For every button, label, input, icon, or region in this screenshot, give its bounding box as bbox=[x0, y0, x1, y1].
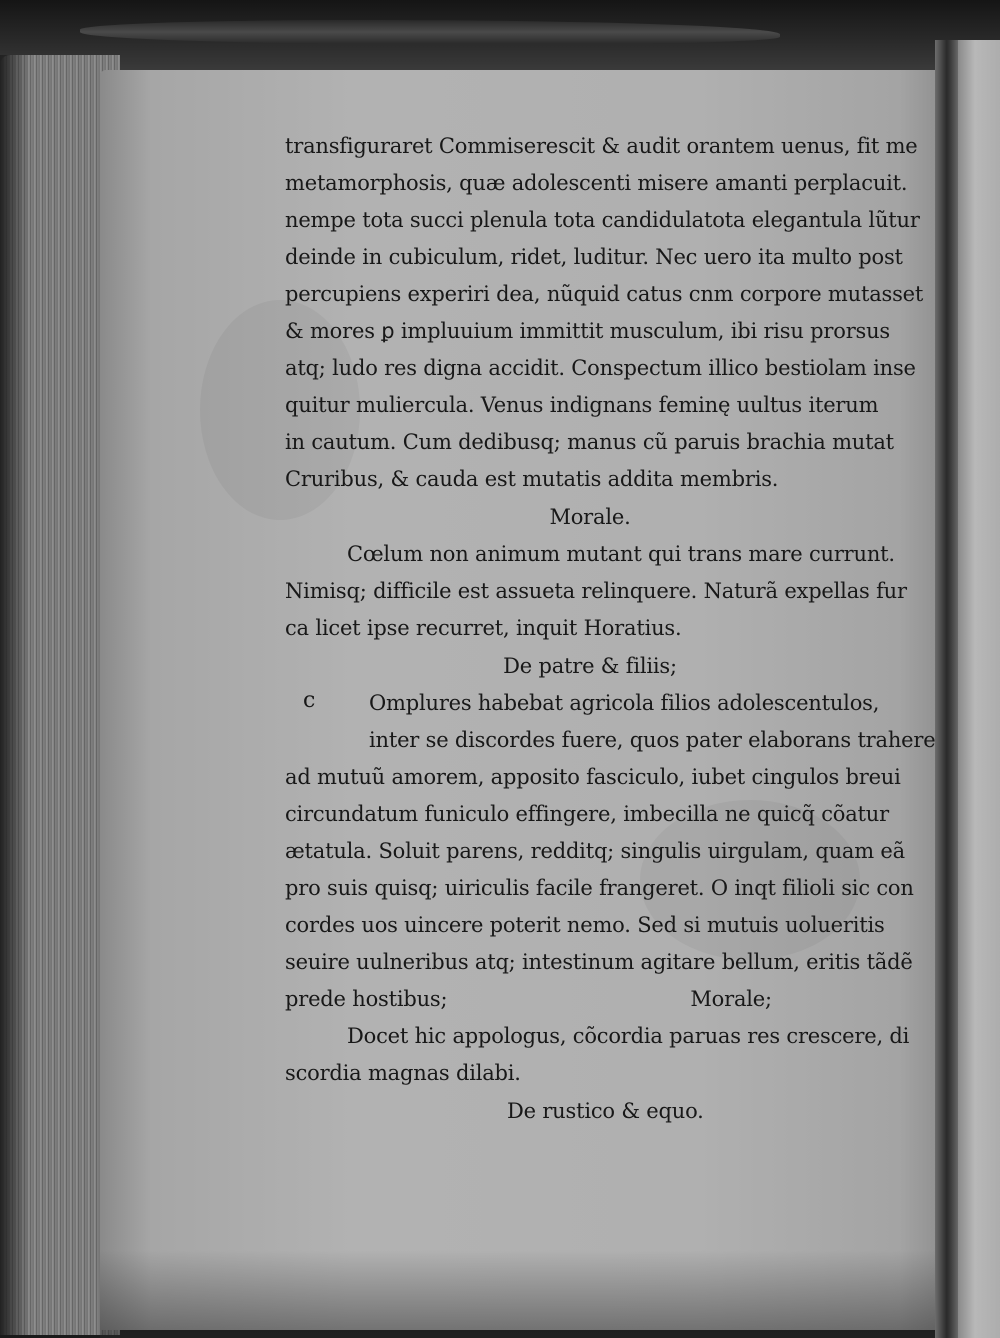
initial-letter: c bbox=[303, 688, 316, 713]
text-line: seuire uulneribus atq; intestinum agitare bellum, eritis tãdẽ bbox=[285, 950, 913, 974]
text-line: metamorphosis, quæ adolescenti misere amanti perplacuit. bbox=[285, 171, 908, 195]
text-line: nempe tota succi plenula tota candidulatota elegantula lũtur bbox=[285, 208, 920, 232]
section-heading-morale: Morale. bbox=[549, 505, 631, 529]
text-line: prede hostibus; bbox=[285, 987, 448, 1011]
text-line: Nimisq; difficile est assueta relinquere. Naturã expellas fur bbox=[285, 579, 907, 603]
text-line: ad mutuũ amorem, apposito fasciculo, iubet cingulos breui bbox=[285, 765, 901, 789]
text-line: Cœlum non animum mutant qui trans mare currunt. bbox=[347, 542, 895, 566]
text-line: Cruribus, & cauda est mutatis addita membris. bbox=[285, 467, 779, 491]
text-line: ætatula. Soluit parens, redditq; singulis uirgulam, quam eã bbox=[285, 839, 905, 863]
page-stack-shadow bbox=[0, 55, 30, 1335]
text-line: pro suis quisq; uiriculis facile frangeret. O inqt filioli sic con bbox=[285, 876, 914, 900]
text-line: circundatum funiculo effingere, imbecilla ne quicq̃ cõatur bbox=[285, 802, 889, 826]
section-heading-de-patre: De patre & filiis; bbox=[503, 654, 677, 678]
text-line: & mores ꝑ impluuium immittit musculum, ibi risu prorsus bbox=[285, 319, 891, 343]
text-line: atq; ludo res digna accidit. Conspectum illico bestiolam inse bbox=[285, 356, 916, 380]
text-line: in cautum. Cum dedibusq; manus cũ paruis brachia mutat bbox=[285, 430, 894, 454]
text-line: quitur muliercula. Venus indignans feminę uultus iterum bbox=[285, 393, 879, 417]
section-heading-morale-inline: Morale; bbox=[690, 987, 772, 1011]
text-line: ca licet ipse recurret, inquit Horatius. bbox=[285, 616, 682, 640]
text-line-with-heading bbox=[285, 981, 895, 1018]
text-line: percupiens experiri dea, nũquid catus cnm corpore mutasset bbox=[285, 282, 924, 306]
text-line: Omplures habebat agricola filios adolescentulos, bbox=[369, 691, 880, 715]
text-line: inter se discordes fuere, quos pater elaborans trahere bbox=[369, 728, 936, 752]
right-page-edge bbox=[958, 40, 1000, 1338]
page-text bbox=[285, 128, 936, 1130]
text-line: transfiguraret Commiserescit & audit orantem uenus, fit me bbox=[285, 134, 918, 158]
text-line: scordia magnas dilabi. bbox=[285, 1061, 521, 1085]
section-heading-de-rustico: De rustico & equo. bbox=[507, 1099, 704, 1123]
text-line: deinde in cubiculum, ridet, luditur. Nec uero ita multo post bbox=[285, 245, 903, 269]
text-line: Docet hic appologus, cõcordia paruas res crescere, di bbox=[347, 1024, 910, 1048]
page-bottom-shade bbox=[100, 1250, 950, 1338]
text-line: cordes uos uincere poterit nemo. Sed si mutuis uolueritis bbox=[285, 913, 885, 937]
